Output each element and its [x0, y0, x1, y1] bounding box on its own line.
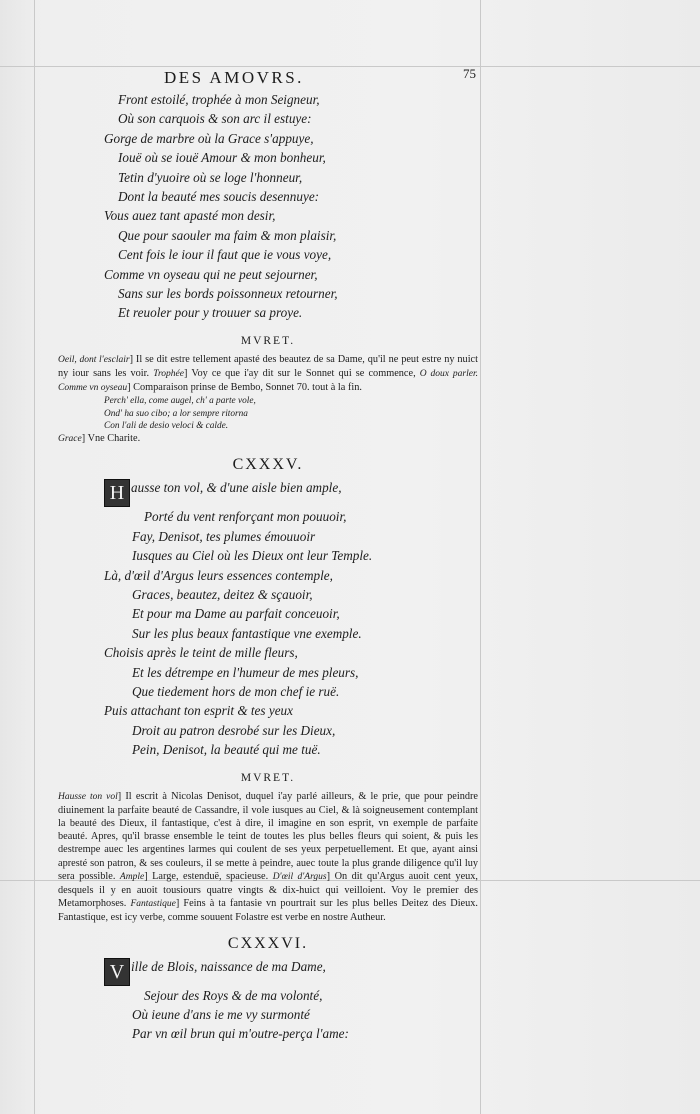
muret-heading: MVRET.	[240, 334, 296, 347]
verse-line: Tetin d'yuoire où se loge l'honneur,	[118, 169, 303, 185]
verse-line: Pein, Denisot, la beauté qui me tuë.	[132, 742, 321, 758]
verse-text: ausse ton vol, & d'une aisle bien ample,	[131, 480, 342, 496]
verse-line: Puis attachant ton esprit & tes yeux	[104, 703, 293, 719]
verse-line: Dont la beauté mes soucis desennuye:	[118, 189, 320, 205]
sonnet-number: CXXXVI.	[227, 934, 309, 952]
verse-line	[104, 478, 478, 507]
verse-line: Sans sur les bords poissonneux retourner,	[118, 286, 338, 302]
verse-line: Fay, Denisot, tes plumes émouuoir	[132, 528, 316, 544]
verse-line: Là, d'œil d'Argus leurs essences contemple,	[104, 567, 333, 583]
gloss-text: ] Feins à ta fantasie vn pourtrait sur les plus belles Deitez des Dieux. Fantastique, est icy verbe, comme souuent Folastre est verbe en nostre Autheur.	[58, 898, 478, 924]
gloss-text: ] Large, estenduë, spacieuse.	[144, 870, 269, 882]
verse-line: Où son carquois & son arc il estuye:	[118, 111, 312, 127]
commentary-grace	[58, 432, 478, 446]
lemma: Ample	[119, 871, 145, 882]
verse-line: Et les détrempe en l'humeur de mes pleurs,	[132, 664, 359, 680]
verse-line: Vous auez tant apasté mon desir,	[104, 208, 276, 224]
poem-a	[58, 90, 478, 323]
verse-line: Choisis après le teint de mille fleurs,	[104, 645, 298, 661]
sonnet-136	[58, 957, 478, 1044]
verse-line: Sejour des Roys & de ma volonté,	[144, 987, 323, 1003]
verse-text: ille de Blois, naissance de ma Dame,	[131, 958, 326, 974]
gloss-text: ] Voy ce que i'ay dit sur le Sonnet qui se commence,	[183, 368, 416, 380]
verse-line: Graces, beautez, deitez & sçauoir,	[132, 586, 313, 602]
muret-heading: MVRET.	[240, 771, 296, 784]
verse-line: Porté du vent renforçant mon pouuoir,	[144, 509, 347, 525]
verse-line: Cent fois le iour il faut que ie vous voye,	[118, 247, 332, 263]
verse-line: Iusques au Ciel où les Dieux ont leur Temple.	[132, 548, 373, 564]
verse-line: Et reuoler pour y trouuer sa proye.	[118, 305, 303, 321]
verse-line: Droit au patron desrobé sur les Dieux,	[132, 722, 336, 738]
cross-reference: O doux parler.	[419, 369, 478, 380]
verse-line: Et pour ma Dame au parfait conceuoir,	[132, 606, 340, 622]
lemma: Trophée	[153, 369, 184, 380]
gloss-text: ] Il escrit à Nicolas Denisot, duquel i'ay parlé ailleurs, & le prie, que pour peindre diuinement la parfaite beauté de Cassandre, il vole iusques au Ciel, & là soigneusement contemplant la beauté des Dieux, il fantastique, c'est à dire, il imagine en son esprit, vn exemple de parfaite beauté. Apres, qu'il brasse ensemble le teint de toutes les plus belles fleurs qui soient, & puis les destrempe auec les argentines larmes qui coulent de ses yeux perpetuellement. Et que, ayant ainsi apresté son patron, & ses couleurs, il se mette à peindre, auec toute la plus grande diligence qu'il luy sera possible.	[58, 790, 478, 882]
sonnet-135	[58, 478, 478, 759]
verse-line: Iouë où se iouë Amour & mon bonheur,	[118, 150, 326, 166]
verse-line: Gorge de marbre où la Grace s'appuye,	[104, 130, 314, 146]
commentary-2	[58, 790, 478, 925]
lemma: Grace	[58, 434, 82, 445]
verse-line: Où ieune d'ans ie me vy surmonté	[132, 1007, 310, 1023]
verse-line: Front estoilé, trophée à mon Seigneur,	[118, 92, 320, 107]
lemma: Oeil, dont l'esclair	[58, 354, 130, 365]
bembo-quote	[58, 395, 478, 432]
lemma: Fantastique	[130, 899, 176, 910]
page-number: 75	[463, 66, 476, 81]
gloss-text: ] Il se dit estre tellement apasté des beautez de sa Dame, qu'il ne peut estre ny nuict ny iour sans les voir.	[58, 353, 478, 380]
dropcap: V	[104, 958, 130, 986]
gloss-text: ] Comparaison prinse de Bembo, Sonnet 70. tout à la fin.	[127, 382, 362, 394]
scan-rule-left	[34, 0, 35, 1114]
verse-line: Comme vn oyseau qui ne peut sejourner,	[104, 266, 318, 282]
verse-line: Que pour saouler ma faim & mon plaisir,	[118, 227, 337, 243]
quote-line: Perch' ella, come augel, ch' a parte vole,	[104, 396, 256, 407]
verse-line	[104, 957, 478, 986]
commentary-1	[58, 353, 478, 396]
verse-line: Que tiedement hors de mon chef ie ruë.	[132, 683, 340, 699]
verse-line: Sur les plus beaux fantastique vne exemple.	[132, 625, 362, 641]
quote-line: Con l'ali de desio veloci & calde.	[104, 420, 229, 431]
gloss-text: ] Vne Charite.	[81, 433, 141, 445]
running-head	[58, 62, 478, 90]
verse-line: Par vn œil brun qui m'outre-perça l'ame:	[132, 1026, 349, 1042]
sonnet-number: CXXXV.	[232, 456, 304, 474]
scan-rule-right	[480, 0, 481, 1114]
dropcap: H	[104, 479, 130, 507]
gloss-text: ] On dit qu'Argus auoit cent yeux, desquels il y en auoit tousiours quatre vingts & dix-huict qui veilloient. Voy le premier des Metamorphoses.	[58, 870, 479, 910]
quote-line: Ond' ha suo cibo; a lor sempre ritorna	[104, 408, 248, 419]
running-title: DES AMOVRS.	[164, 68, 304, 87]
lemma: Comme vn oyseau	[58, 383, 128, 394]
lemma: Hausse ton vol	[58, 791, 118, 802]
page-content	[58, 62, 478, 1044]
lemma: D'œil d'Argus	[272, 871, 327, 882]
